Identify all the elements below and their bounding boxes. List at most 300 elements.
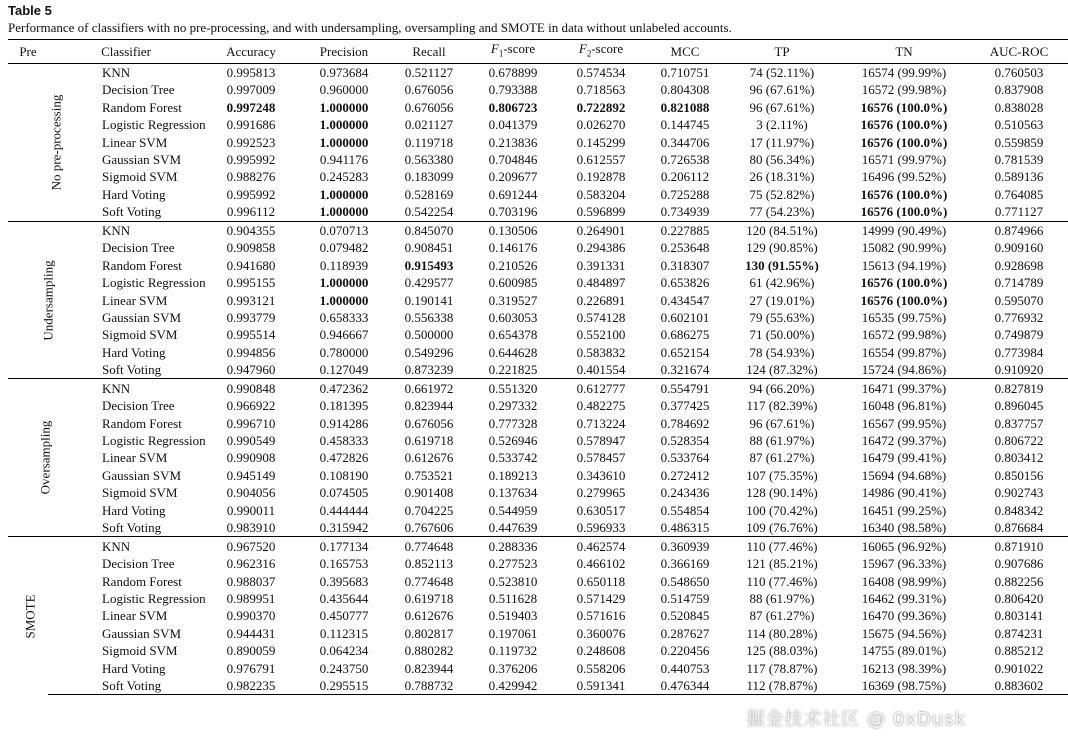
metric-cell: 0.528169 <box>404 186 454 202</box>
metric-cell: 0.947960 <box>226 362 276 378</box>
metric-cell: 0.435644 <box>319 590 369 606</box>
table-row <box>8 677 1068 695</box>
classifier-name: Linear SVM <box>102 292 168 308</box>
metric-cell: 79 (55.63%) <box>749 309 815 325</box>
metric-cell: 0.960000 <box>319 82 369 98</box>
metric-cell: 0.177134 <box>298 537 390 555</box>
group-smote <box>8 537 1068 695</box>
metric-cell: 0.704225 <box>404 502 454 518</box>
metric-cell: 16462 (99.31%) <box>861 590 947 606</box>
table-row <box>8 133 1068 150</box>
metric-cell: 0.612676 <box>404 608 454 624</box>
metric-cell: 0.210526 <box>488 257 538 273</box>
metric-cell: 0.676056 <box>404 82 454 98</box>
metric-cell: 88 (61.97%) <box>749 433 815 448</box>
metric-cell: 0.803412 <box>994 450 1044 466</box>
metric-cell: 0.253648 <box>660 240 710 256</box>
metric-cell: 0.401554 <box>576 362 626 378</box>
header-f1: $F_1$-score <box>468 40 558 64</box>
metric-cell: 0.827819 <box>970 379 1068 397</box>
metric-cell: 0.852113 <box>404 556 454 572</box>
metric-cell: 15724 (94.86%) <box>861 362 947 378</box>
table-row <box>8 484 1068 501</box>
metric-cell: 0.486315 <box>660 520 710 536</box>
metric-cell: 0.945149 <box>226 467 276 483</box>
metric-cell: 0.591341 <box>558 677 644 695</box>
classifier-name: Decision Tree <box>102 556 175 572</box>
metric-cell: 16576 (100.0%) <box>860 292 948 308</box>
metric-cell: 0.928698 <box>994 257 1044 273</box>
table-caption <box>8 2 968 36</box>
metric-cell: 0.691244 <box>488 186 538 202</box>
metric-cell: 0.434547 <box>660 292 710 308</box>
metric-cell: 0.189213 <box>488 467 538 483</box>
group-no-pre-processing <box>8 63 1068 221</box>
metric-cell: 0.678899 <box>468 63 558 81</box>
metric-cell: 0.119718 <box>404 134 454 150</box>
metric-cell: 0.556338 <box>404 309 454 325</box>
metric-cell: 0.596933 <box>576 520 626 536</box>
metric-cell: 0.118939 <box>319 257 369 273</box>
table-row <box>8 397 1068 414</box>
table-row <box>8 467 1068 484</box>
metric-cell: 0.904056 <box>226 485 276 501</box>
metric-cell: 1.000000 <box>319 204 369 220</box>
header-auc: AUC-ROC <box>970 40 1068 64</box>
classifier-name: Sigmoid SVM <box>102 169 178 185</box>
metric-cell: 0.774648 <box>404 573 454 589</box>
table-row <box>8 291 1068 308</box>
metric-cell: 0.243750 <box>319 660 369 676</box>
metric-cell: 16571 (99.97%) <box>861 152 947 167</box>
table-row <box>8 98 1068 115</box>
metric-cell: 0.248608 <box>576 643 626 659</box>
metric-cell: 0.993121 <box>226 292 276 308</box>
metric-cell: 0.793388 <box>488 82 538 98</box>
header-tn: TN <box>838 40 970 64</box>
metric-cell: 14755 (89.01%) <box>861 643 947 659</box>
metric-cell: 96 (67.61%) <box>749 415 815 431</box>
metric-cell: 0.079482 <box>319 240 369 256</box>
metric-cell: 110 (77.46%) <box>746 573 818 589</box>
metric-cell: 15082 (90.99%) <box>861 240 947 256</box>
classifier-name: Hard Voting <box>102 344 166 360</box>
metric-cell: 0.596899 <box>576 204 626 220</box>
metric-cell: 0.602101 <box>660 309 710 325</box>
classifier-name: Gaussian SVM <box>102 152 182 167</box>
preprocessing-label <box>8 63 64 221</box>
metric-cell: 15613 (94.19%) <box>861 257 947 273</box>
header-mcc: MCC <box>644 40 726 64</box>
preprocessing-label <box>8 221 56 379</box>
preprocessing-label-text: Oversampling <box>37 421 53 495</box>
metric-cell: 0.466102 <box>576 556 626 572</box>
metric-cell: 0.718563 <box>576 82 626 98</box>
metric-cell: 0.995813 <box>204 63 298 81</box>
table-row <box>8 607 1068 624</box>
metric-cell: 0.318307 <box>660 257 710 273</box>
metric-cell: 16554 (99.87%) <box>861 344 947 360</box>
table-row <box>8 414 1068 431</box>
metric-cell: 88 (61.97%) <box>749 590 815 606</box>
metric-cell: 0.482275 <box>576 398 626 414</box>
metric-cell: 0.484897 <box>576 275 626 291</box>
metric-cell: 0.776932 <box>994 309 1044 325</box>
metric-cell: 0.910920 <box>994 362 1044 378</box>
table-row <box>8 221 1068 239</box>
metric-cell: 0.837757 <box>994 415 1044 431</box>
metric-cell: 0.973684 <box>298 63 390 81</box>
metric-cell: 16576 (100.0%) <box>860 117 948 133</box>
classifier-name: Hard Voting <box>102 186 166 202</box>
table-row <box>8 203 1068 221</box>
metric-cell: 0.264901 <box>558 221 644 239</box>
metric-cell: 0.644628 <box>488 344 538 360</box>
metric-cell: 0.653826 <box>660 275 710 291</box>
metric-cell: 16451 (99.25%) <box>861 502 947 518</box>
classifier-name: Gaussian SVM <box>102 467 182 483</box>
metric-cell: 1.000000 <box>319 99 369 115</box>
metric-cell: 0.220456 <box>660 643 710 659</box>
metric-cell: 121 (85.21%) <box>746 556 818 572</box>
metric-cell: 0.992523 <box>226 134 276 150</box>
metric-cell: 0.360939 <box>644 537 726 555</box>
metric-cell: 0.676056 <box>404 415 454 431</box>
classifier-name: Random Forest <box>102 99 182 115</box>
metric-cell: 0.595070 <box>994 292 1044 308</box>
metric-cell: 0.661972 <box>390 379 468 397</box>
metric-cell: 130 (91.55%) <box>745 257 819 273</box>
header-accuracy: Accuracy <box>204 40 298 64</box>
metric-cell: 0.774648 <box>390 537 468 555</box>
metric-cell: 0.041379 <box>488 117 538 133</box>
metric-cell: 0.544959 <box>488 502 538 518</box>
metric-cell: 0.962316 <box>226 556 276 572</box>
metric-cell: 0.652154 <box>660 344 710 360</box>
metric-cell: 0.462574 <box>558 537 644 555</box>
metric-cell: 0.885212 <box>994 643 1044 659</box>
metric-cell: 0.130506 <box>468 221 558 239</box>
metric-cell: 16572 (99.98%) <box>861 82 947 98</box>
metric-cell: 0.619718 <box>404 433 454 448</box>
table-row <box>8 116 1068 133</box>
metric-cell: 0.472826 <box>319 450 369 466</box>
group-undersampling <box>8 221 1068 379</box>
metric-cell: 0.876684 <box>994 520 1044 536</box>
metric-cell: 0.967520 <box>204 537 298 555</box>
metric-cell: 117 (78.87%) <box>746 660 818 676</box>
metric-cell: 0.788732 <box>390 677 468 695</box>
metric-cell: 0.197061 <box>488 625 538 641</box>
metric-cell: 124 (87.32%) <box>746 362 818 378</box>
metric-cell: 128 (90.14%) <box>746 485 818 501</box>
metric-cell: 0.612557 <box>576 152 626 167</box>
header-tp: TP <box>726 40 838 64</box>
header-classifier: Classifier <box>48 40 204 64</box>
metric-cell: 0.873239 <box>404 362 454 378</box>
table-row <box>8 572 1068 589</box>
classifier-name: Sigmoid SVM <box>102 643 178 659</box>
metric-cell: 109 (76.76%) <box>746 520 818 536</box>
metric-cell: 0.376206 <box>488 660 538 676</box>
metric-cell: 0.519403 <box>488 608 538 624</box>
metric-cell: 16576 (100.0%) <box>860 204 948 220</box>
metric-cell: 0.995155 <box>226 275 276 291</box>
metric-cell: 0.966922 <box>226 398 276 414</box>
classifier-name: Hard Voting <box>102 660 166 676</box>
metric-cell: 16576 (100.0%) <box>860 134 948 150</box>
metric-cell: 0.549296 <box>404 344 454 360</box>
metric-cell: 0.976791 <box>226 660 276 676</box>
metric-cell: 0.603053 <box>488 309 538 325</box>
metric-cell: 16572 (99.98%) <box>861 327 947 343</box>
metric-cell: 0.476344 <box>644 677 726 695</box>
metric-cell: 0.990370 <box>226 608 276 624</box>
metric-cell: 0.074505 <box>319 485 369 501</box>
metric-cell: 16340 (98.58%) <box>861 520 947 536</box>
table-row <box>8 239 1068 256</box>
metric-cell: 0.676056 <box>404 99 454 115</box>
metric-cell: 0.344706 <box>660 134 710 150</box>
metric-cell: 0.686275 <box>660 327 710 343</box>
metric-cell: 0.619718 <box>404 590 454 606</box>
watermark: 掘金技术社区 @ 0xDusk <box>746 709 966 730</box>
metric-cell: 16567 (99.95%) <box>861 415 947 431</box>
metric-cell: 0.780000 <box>319 344 369 360</box>
metric-cell: 100 (70.42%) <box>746 502 818 518</box>
metric-cell: 0.871910 <box>970 537 1068 555</box>
metric-cell: 0.803141 <box>994 608 1044 624</box>
metric-cell: 0.533764 <box>660 450 710 466</box>
metric-cell: 0.108190 <box>319 467 369 483</box>
table-row <box>8 63 1068 81</box>
metric-cell: 0.996710 <box>226 415 276 431</box>
metric-cell: 0.982235 <box>204 677 298 695</box>
metric-cell: 0.294386 <box>576 240 626 256</box>
classifier-name: Sigmoid SVM <box>102 485 178 501</box>
metric-cell: 16479 (99.41%) <box>861 450 947 466</box>
metric-cell: 16576 (100.0%) <box>860 275 948 291</box>
metric-cell: 0.874966 <box>970 221 1068 239</box>
metric-cell: 16471 (99.37%) <box>838 379 970 397</box>
metric-cell: 0.734939 <box>660 204 710 220</box>
metric-cell: 3 (2.11%) <box>756 117 808 133</box>
metric-cell: 0.343610 <box>576 467 626 483</box>
metric-cell: 0.571616 <box>576 608 626 624</box>
metric-cell: 0.574128 <box>576 309 626 325</box>
metric-cell: 0.165753 <box>319 556 369 572</box>
preprocessing-label-text: No pre-processing <box>48 94 64 190</box>
classifier-name: Random Forest <box>102 573 182 589</box>
classifier-name: Linear SVM <box>102 608 168 624</box>
classifier-name: Gaussian SVM <box>102 309 182 325</box>
classifier-name: Linear SVM <box>102 450 168 466</box>
metric-cell: 0.526946 <box>488 433 538 448</box>
metric-cell: 107 (75.35%) <box>746 467 818 483</box>
table-row <box>8 590 1068 607</box>
preprocessing-label-text: SMOTE <box>22 594 38 639</box>
table-row <box>8 432 1068 449</box>
metric-cell: 0.941680 <box>226 257 276 273</box>
metric-cell: 0.377425 <box>660 398 710 414</box>
metric-cell: 0.288336 <box>468 537 558 555</box>
table-row <box>8 625 1068 642</box>
metric-cell: 0.781539 <box>994 152 1044 167</box>
metric-cell: 0.321674 <box>660 362 710 378</box>
metric-cell: 15694 (94.68%) <box>861 467 947 483</box>
classifier-name: Logistic Regression <box>102 117 206 133</box>
preprocessing-label <box>8 537 48 695</box>
table-row <box>8 309 1068 326</box>
metric-cell: 0.654378 <box>488 327 538 343</box>
metric-cell: 16048 (96.81%) <box>861 398 947 414</box>
metric-cell: 0.890059 <box>226 643 276 659</box>
metric-cell: 0.983910 <box>226 520 276 536</box>
metric-cell: 129 (90.85%) <box>746 240 818 256</box>
metric-cell: 0.391331 <box>576 257 626 273</box>
metric-cell: 112 (78.87%) <box>726 677 838 695</box>
metric-cell: 0.904355 <box>204 221 298 239</box>
metric-cell: 0.112315 <box>319 625 369 641</box>
metric-cell: 0.995514 <box>226 327 276 343</box>
metric-cell: 16535 (99.75%) <box>861 309 947 325</box>
metric-cell: 0.190141 <box>404 292 454 308</box>
metric-cell: 1.000000 <box>319 134 369 150</box>
metric-cell: 0.612676 <box>404 450 454 466</box>
metric-cell: 0.997248 <box>226 99 276 115</box>
metric-cell: 16065 (96.92%) <box>838 537 970 555</box>
metric-cell: 125 (88.03%) <box>746 643 818 659</box>
classifier-name: Hard Voting <box>102 502 166 518</box>
metric-cell: 16574 (99.99%) <box>838 63 970 81</box>
metric-cell: 0.548650 <box>660 573 710 589</box>
metric-cell: 16369 (98.75%) <box>838 677 970 695</box>
metric-cell: 0.823944 <box>404 398 454 414</box>
metric-cell: 0.272412 <box>660 467 710 483</box>
metric-cell: 0.821088 <box>660 99 710 115</box>
metric-cell: 0.806723 <box>488 99 538 115</box>
metric-cell: 0.991686 <box>226 117 276 133</box>
metric-cell: 0.552100 <box>576 327 626 343</box>
metric-cell: 0.206112 <box>660 169 710 185</box>
metric-cell: 0.528354 <box>660 433 710 448</box>
metric-cell: 0.578947 <box>576 433 626 448</box>
metric-cell: 16408 (98.99%) <box>861 573 947 589</box>
metric-cell: 0.764085 <box>994 186 1044 202</box>
metric-cell: 14986 (90.41%) <box>861 485 947 501</box>
metric-cell: 0.574534 <box>558 63 644 81</box>
metric-cell: 0.297332 <box>488 398 538 414</box>
table-row <box>8 537 1068 555</box>
metric-cell: 0.533742 <box>488 450 538 466</box>
metric-cell: 0.429942 <box>468 677 558 695</box>
classifier-name: Linear SVM <box>102 134 168 150</box>
table-row <box>8 151 1068 168</box>
table-row <box>8 379 1068 397</box>
metric-cell: 0.704846 <box>488 152 538 167</box>
header-recall: Recall <box>390 40 468 64</box>
metric-cell: 0.554791 <box>644 379 726 397</box>
metric-cell: 0.990011 <box>226 502 276 518</box>
metric-cell: 96 (67.61%) <box>749 82 815 98</box>
metric-cell: 0.767606 <box>404 520 454 536</box>
metric-cell: 0.760503 <box>970 63 1068 81</box>
metric-cell: 0.213836 <box>488 134 538 150</box>
metric-cell: 0.773984 <box>994 344 1044 360</box>
metric-cell: 0.896045 <box>994 398 1044 414</box>
metric-cell: 0.988037 <box>226 573 276 589</box>
metric-cell: 0.521127 <box>390 63 468 81</box>
metric-cell: 26 (18.31%) <box>749 169 815 185</box>
metric-cell: 0.064234 <box>319 643 369 659</box>
metric-cell: 0.026270 <box>576 117 626 133</box>
metric-cell: 1.000000 <box>319 292 369 308</box>
metric-cell: 0.440753 <box>660 660 710 676</box>
metric-cell: 0.589136 <box>994 169 1044 185</box>
metric-cell: 87 (61.27%) <box>749 450 815 466</box>
metric-cell: 0.145299 <box>576 134 626 150</box>
table-row <box>8 274 1068 291</box>
metric-cell: 0.990549 <box>226 433 276 448</box>
metric-cell: 0.612777 <box>558 379 644 397</box>
metric-cell: 0.749879 <box>994 327 1044 343</box>
preprocessing-label <box>8 379 53 537</box>
metric-cell: 0.571429 <box>576 590 626 606</box>
metric-cell: 0.901408 <box>404 485 454 501</box>
metric-cell: 0.500000 <box>404 327 454 343</box>
metric-cell: 0.771127 <box>994 204 1044 220</box>
metric-cell: 0.804308 <box>660 82 710 98</box>
metric-cell: 16576 (100.0%) <box>860 99 948 115</box>
metric-cell: 17 (11.97%) <box>749 134 815 150</box>
classifier-name: KNN <box>48 537 204 555</box>
metric-cell: 0.510563 <box>994 117 1044 133</box>
metric-cell: 0.360076 <box>576 625 626 641</box>
header-precision: Precision <box>298 40 390 64</box>
metric-cell: 0.542254 <box>404 204 454 220</box>
metric-cell: 0.429577 <box>404 275 454 291</box>
metric-cell: 0.458333 <box>319 433 369 448</box>
table-row <box>8 168 1068 185</box>
metric-cell: 0.295515 <box>298 677 390 695</box>
metric-cell: 16470 (99.36%) <box>861 608 947 624</box>
metric-cell: 0.558206 <box>576 660 626 676</box>
metric-cell: 0.366169 <box>660 556 710 572</box>
table-row <box>8 361 1068 379</box>
metric-cell: 0.710751 <box>644 63 726 81</box>
preprocessing-label-text: Undersampling <box>40 259 56 341</box>
table-label: Table 5 <box>8 3 52 18</box>
metric-cell: 117 (82.39%) <box>746 398 818 414</box>
classifier-name: Sigmoid SVM <box>102 327 178 343</box>
metric-cell: 0.941176 <box>319 152 369 167</box>
metric-cell: 0.315942 <box>319 520 369 536</box>
metric-cell: 87 (61.27%) <box>749 608 815 624</box>
table-row <box>8 344 1068 361</box>
header-row <box>8 40 1068 64</box>
metric-cell: 0.915493 <box>404 257 454 273</box>
metric-cell: 0.777328 <box>488 415 538 431</box>
metric-cell: 0.874231 <box>994 625 1044 641</box>
table-row <box>8 659 1068 676</box>
classifier-name: Logistic Regression <box>102 590 206 606</box>
metric-cell: 0.848342 <box>994 502 1044 518</box>
metric-cell: 0.722892 <box>576 99 626 115</box>
classifier-name: Logistic Regression <box>102 433 206 448</box>
group-oversampling <box>8 379 1068 537</box>
metric-cell: 0.806420 <box>994 590 1044 606</box>
metric-cell: 0.209677 <box>488 169 538 185</box>
